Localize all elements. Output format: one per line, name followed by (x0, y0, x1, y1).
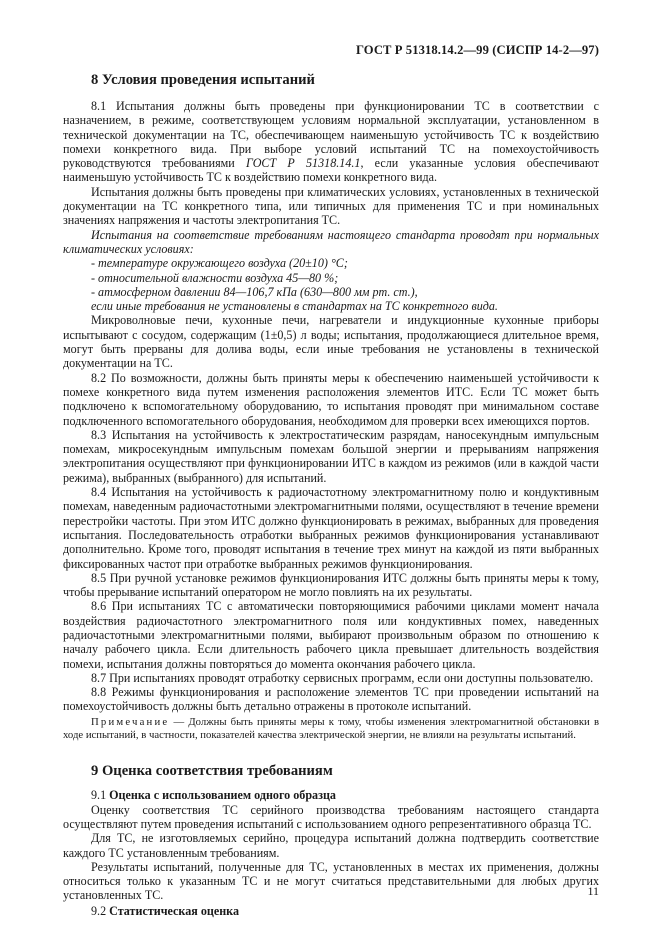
paragraph-8-1: 8.1 Испытания должны быть проведены при функционировании ТС в соответствии с назначением, в режиме, соответствующем условиям нормальной эксплуатации, установленном в технической документации на ТС, обеспечивающем наименьшую устойчивость ТС к воздействию помехи конкретного вида. При выборе условий испытаний ТС на помехоустойчивость руководствуются требованиями ГОСТ Р 51318.14.1, если указанные условия обеспечивают наименьшую устойчивость ТС к воздействию помехи конкретного вида. (63, 99, 599, 185)
page-number: 11 (587, 884, 599, 898)
subsection-9-1-title: 9.1 Оценка с использованием одного образца (91, 788, 336, 803)
page-content (63, 72, 599, 918)
standard-reference: ГОСТ Р 51318.14.1 (245, 156, 361, 171)
paragraph-normal-conditions: Испытания на соответствие требованиям настоящего стандарта проводят при нормальных климатических условиях: (63, 227, 599, 256)
note-text: — Должны быть приняты меры к тому, чтобы изменения электромагнитной обстановки в ходе испытаний, в частности, показателей качества электрической энергии, не влияли на результаты испытаний. (63, 715, 599, 742)
paragraph-microwave: Микроволновые печи, кухонные печи, нагреватели и индукционные кухонные приборы испытывают с сосудом, содержащим (1±0,5) л воды; испытания, продолжающиеся длительное время, могут быть прерваны для долива воды, если иные требования не установлены в технической документации на ТС. (63, 313, 599, 371)
condition-humidity: - относительной влажности воздуха 45—80 %; (91, 270, 339, 285)
paragraph-climate: Испытания должны быть проведены при климатических условиях, установленных в технической документации на ТС конкретного типа, или типичных для применения ТС и при номинальных значениях напряжения и частоты электропитания ТС. (63, 184, 599, 228)
section-8-title: 8 Условия проведения испытаний (91, 72, 315, 88)
standard-header: ГОСТ Р 51318.14.2—99 (СИСПР 14-2—97) (355, 43, 599, 57)
section-9-title: 9 Оценка соответствия требованиям (91, 763, 333, 780)
subsection-9-2-title: 9.2 Статистическая оценка (91, 903, 240, 918)
paragraph-8-3: 8.3 Испытания на устойчивость к электростатическим разрядам, наносекундным импульсным помехам, микросекундным импульсным помехам большой энергии и прерываниям напряжения электропитания осуществляют при функционировании ИТС в каждом из режимов (или в каждой части режима), выбранных (выбранного) для испытаний. (63, 427, 599, 485)
paragraph-8-7: 8.7 При испытаниях проводят отработку сервисных программ, если они доступны пользователю. (91, 670, 594, 685)
paragraph-8-2: 8.2 По возможности, должны быть приняты меры к обеспечению наименьшей устойчивости к помехе конкретного вида путем изменения расположения элементов ИТС. Если ТС может быть подключено к вспомогательному оборудованию, то испытания проводят при минимальном составе подключенного вспомогательного оборудования, необходимом для проверки всех имеющихся портов. (63, 370, 599, 428)
paragraph-9-1-c: Результаты испытаний, полученные для ТС, установленных в местах их применения, должны относиться только к указанным ТС и не могут считаться представительными для любых других установленных ТС. (63, 859, 599, 903)
paragraph-8-8: 8.8 Режимы функционирования и расположение элементов ТС при проведении испытаний на помехоустойчивость должны быть детально отражены в протоколе испытаний. (63, 685, 599, 714)
paragraph-8-4: 8.4 Испытания на устойчивость к радиочастотному электромагнитному полю и кондуктивным помехам, наведенным радиочастотными электромагнитными полями, осуществляют в течение времени перестройки частоты. При этом ИТС должно функционировать в режимах, выбранных для проведения испытания. Последовательность отработки выбранных режимов функционирования устанавливают дополнительно. Кроме того, проводят испытания в течение трех минут на каждой из пяти выбранных фиксированных частот при отработке выбранных режимов функционирования. (63, 485, 599, 571)
paragraph-9-1-b: Для ТС, не изготовляемых серийно, процедура испытаний должна подтвердить соответствие каждого ТС установленным требованиям. (63, 831, 599, 860)
condition-note: если иные требования не установлены в стандартах на ТС конкретного вида. (91, 299, 498, 314)
note (63, 716, 599, 743)
note-label: Примечание (91, 715, 170, 728)
paragraph-9-1-a: Оценку соответствия ТС серийного производства требованиям настоящего стандарта осуществляют путем проведения испытаний с использованием одного репрезентативного образца ТС. (63, 802, 599, 831)
paragraph-8-5: 8.5 При ручной установке режимов функционирования ИТС должны быть приняты меры к тому, чтобы прерывание испытаний оператором не могло повлиять на их результаты. (63, 570, 599, 600)
condition-pressure: - атмосферном давлении 84—106,7 кПа (630—800 мм рт. ст.), (91, 284, 418, 299)
condition-temperature: - температуре окружающего воздуха (20±10) °С; (91, 256, 348, 271)
paragraph-8-6: 8.6 При испытаниях ТС с автоматически повторяющимися рабочими циклами момент начала воздействия радиочастотного электромагнитного поля или кондуктивных помех, наведенных радиочастотными электромагнитными полями, выбирают произвольным образом по отношению к началу рабочего цикла. Если длительность рабочего цикла превышает длительность воздействия помехи, испытания должны повторяться до момента окончания рабочего цикла. (63, 599, 599, 671)
